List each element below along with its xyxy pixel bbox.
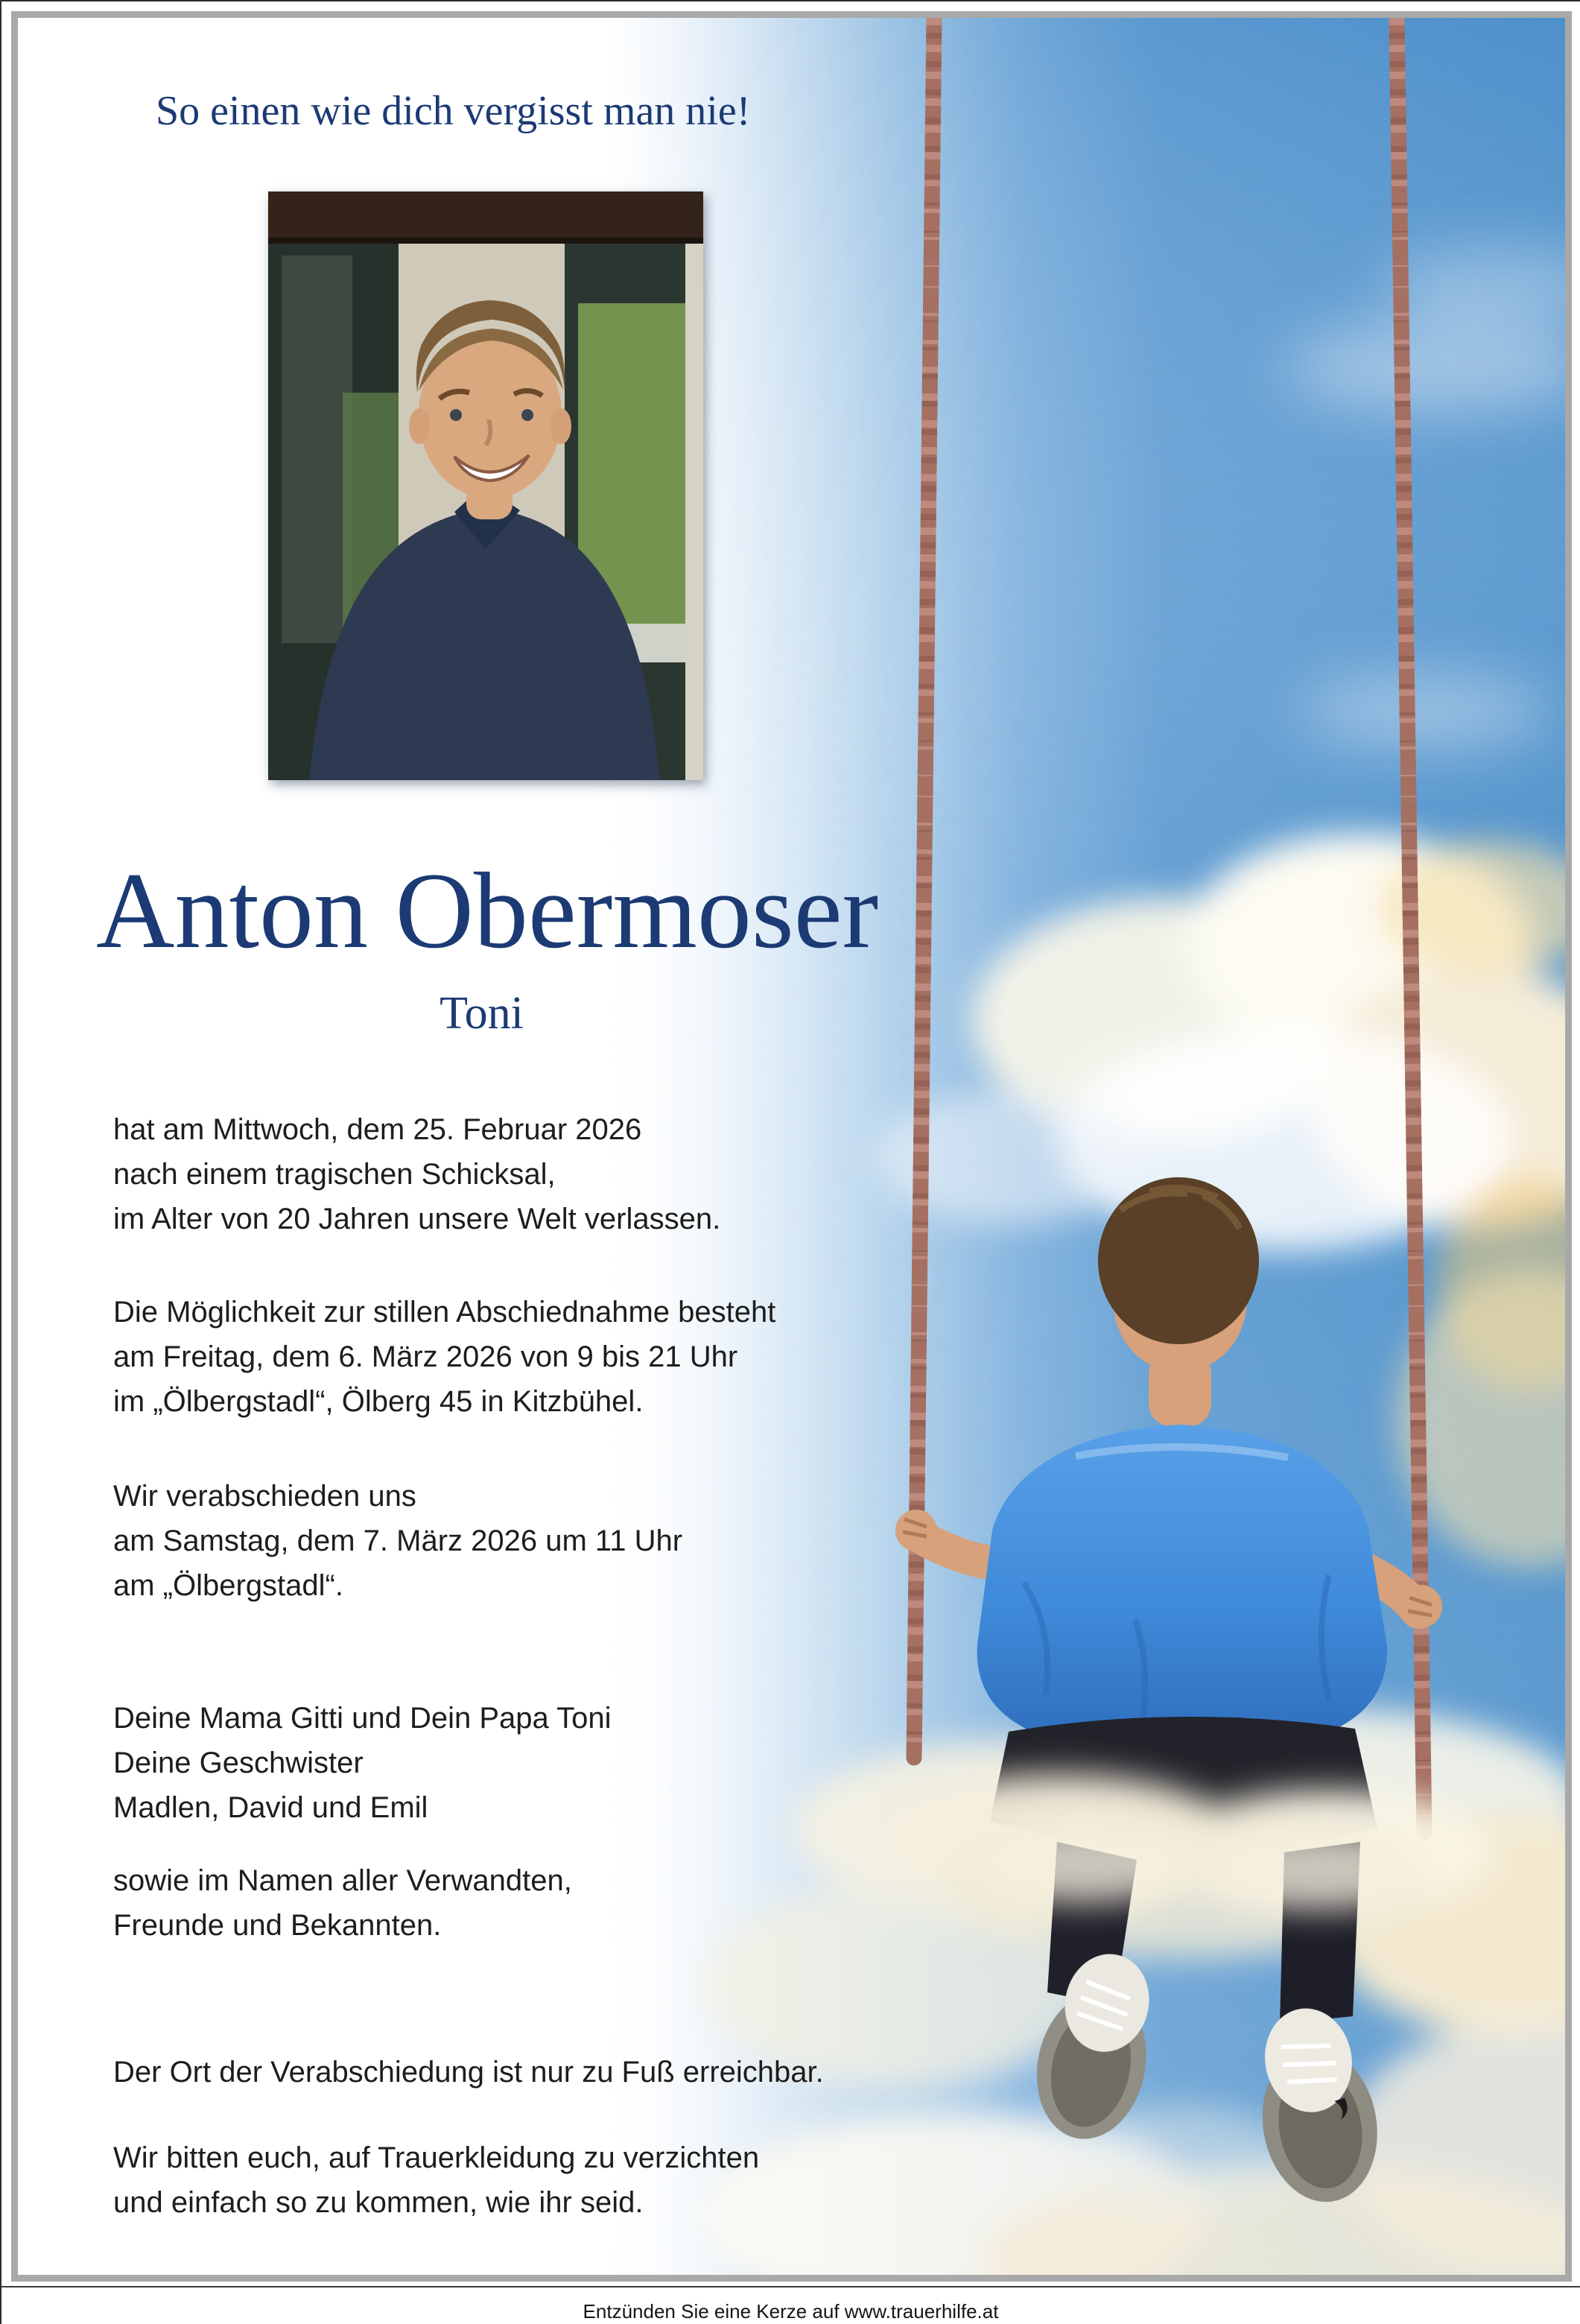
- text-line: nach einem tragischen Schicksal,: [113, 1158, 556, 1191]
- headline: So einen wie dich vergisst man nie!: [156, 88, 751, 134]
- text-line: hat am Mittwoch, dem 25. Februar 2026: [113, 1113, 642, 1146]
- text-line: Der Ort der Verabschiedung ist nur zu Fuß erreichbar.: [113, 2056, 824, 2089]
- name-block: [96, 850, 879, 1040]
- text-line: am „Ölbergstadl“.: [113, 1569, 343, 1602]
- location-note: [113, 2050, 824, 2095]
- death-notice-text: [113, 1107, 720, 1241]
- clothing-note: [113, 2135, 759, 2225]
- portrait-photo-art: [268, 191, 703, 780]
- text-line: im „Ölbergstadl“, Ölberg 45 in Kitzbühel.: [113, 1385, 644, 1418]
- nickname: Toni: [440, 988, 524, 1039]
- divider-line: [1, 2286, 1580, 2287]
- text-line: Madlen, David und Emil: [113, 1791, 428, 1824]
- text-line: im Alter von 20 Jahren unsere Welt verlassen.: [113, 1203, 721, 1235]
- deceased-name: Anton Obermoser: [96, 850, 879, 971]
- family-names: [113, 1696, 612, 1830]
- text-line: am Samstag, dem 7. März 2026 um 11 Uhr: [113, 1524, 683, 1557]
- relatives-note: [113, 1858, 572, 1948]
- funeral-info: [113, 1474, 682, 1608]
- text-line: am Freitag, dem 6. März 2026 von 9 bis 21 Uhr: [113, 1340, 738, 1373]
- text-line: Die Möglichkeit zur stillen Abschiednahme besteht: [113, 1296, 776, 1329]
- text-line: sowie im Namen aller Verwandten,: [113, 1864, 572, 1897]
- text-line: Wir verabschieden uns: [113, 1480, 416, 1513]
- text-line: und einfach so zu kommen, wie ihr seid.: [113, 2186, 644, 2219]
- text-line: Freunde und Bekannten.: [113, 1909, 442, 1942]
- viewing-info: [113, 1290, 775, 1424]
- memorial-card: [11, 11, 1572, 2282]
- text-line: Wir bitten euch, auf Trauerkleidung zu verzichten: [113, 2141, 760, 2174]
- candle-link[interactable]: Entzünden Sie eine Kerze auf www.trauerhilfe.at: [583, 2300, 999, 2323]
- text-line: Deine Mama Gitti und Dein Papa Toni: [113, 1702, 612, 1735]
- portrait-photo: [268, 191, 703, 780]
- text-line: Deine Geschwister: [113, 1747, 364, 1779]
